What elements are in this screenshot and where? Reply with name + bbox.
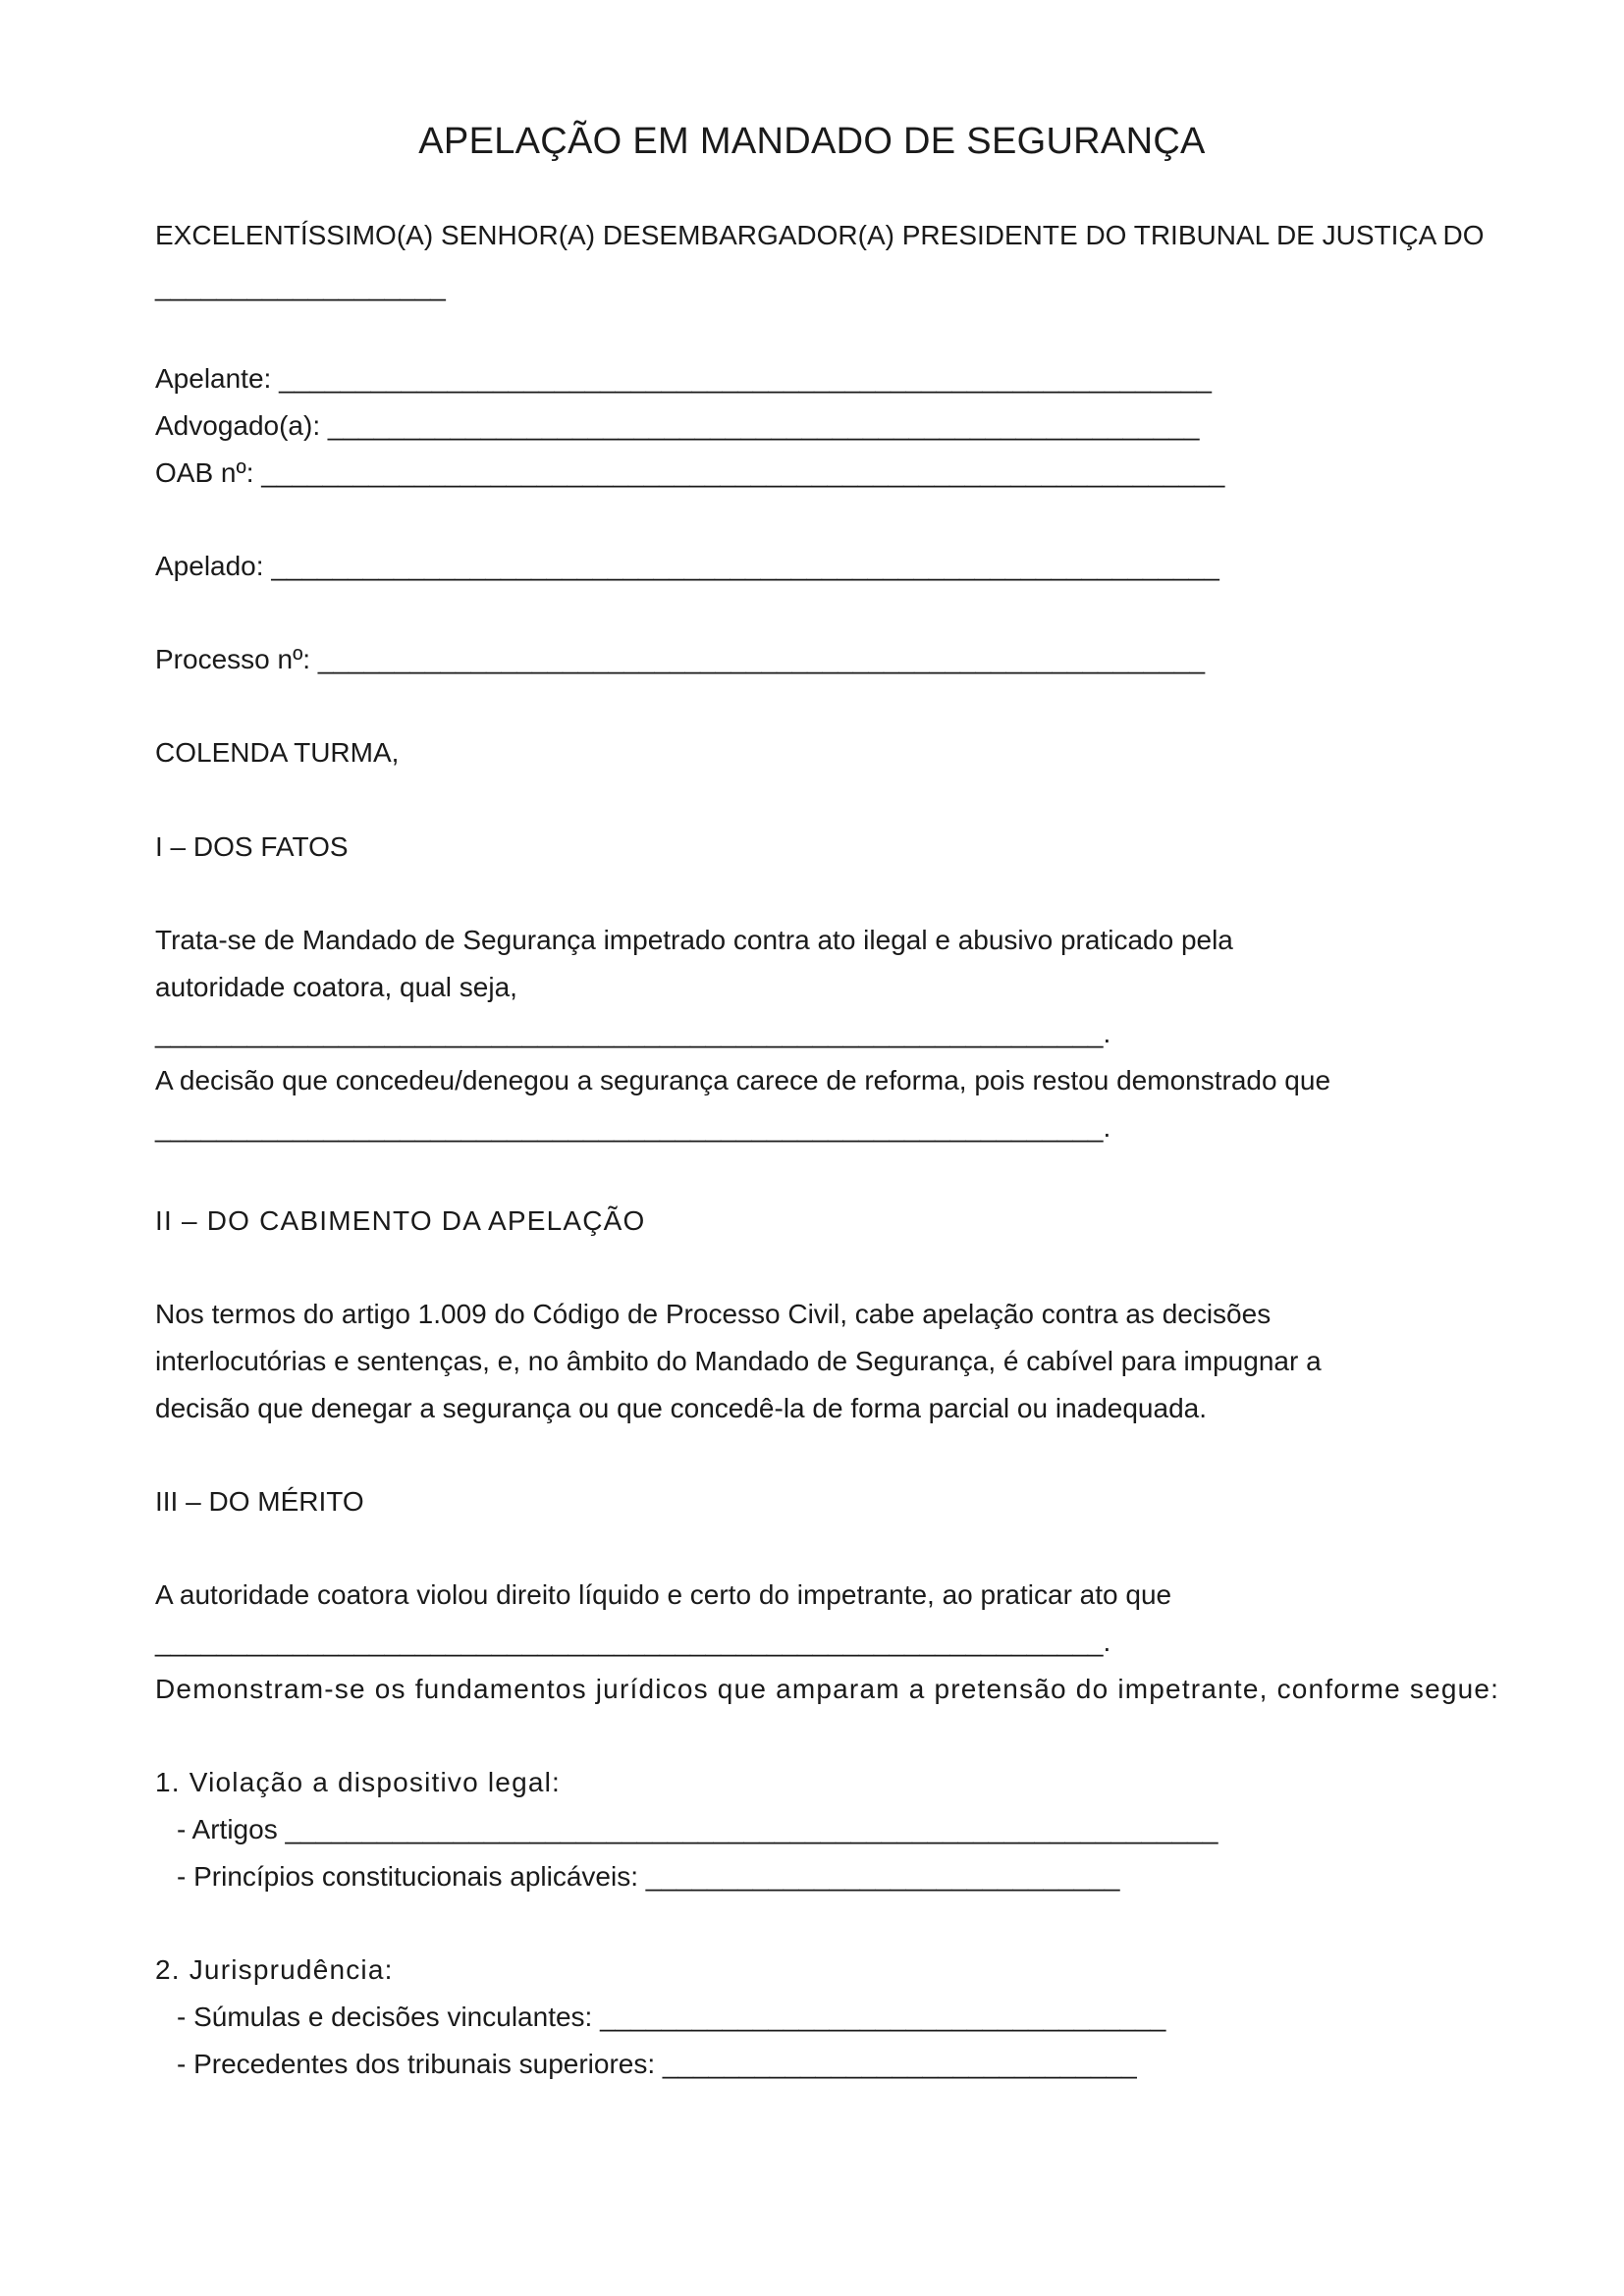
item-1-sub-principios: - Princípios constitucionais aplicáveis: _______________________________ — [177, 1861, 1120, 1892]
section-1-paragraph-line: autoridade coatora, qual seja, — [155, 972, 517, 1002]
item-1-sub-artigos: - Artigos _____________________________________________________________ — [177, 1814, 1218, 1844]
section-2-heading: II – DO CABIMENTO DA APELAÇÃO — [155, 1205, 646, 1236]
oab-field: OAB nº: _______________________________________________________________ — [155, 457, 1225, 488]
section-2-paragraph-line: interlocutórias e sentenças, e, no âmbito do Mandado de Segurança, é cabível para impugnar a — [155, 1346, 1322, 1376]
addressee-blank: ___________________ — [155, 271, 446, 301]
section-1-blank-line: ______________________________________________________________. — [155, 1112, 1111, 1143]
section-2-paragraph-line: decisão que denegar a segurança ou que concedê-la de forma parcial ou inadequada. — [155, 1393, 1207, 1423]
section-1-heading: I – DOS FATOS — [155, 831, 349, 862]
section-3-blank-line: ______________________________________________________________. — [155, 1627, 1111, 1657]
processo-field: Processo nº: __________________________________________________________ — [155, 644, 1206, 674]
addressee-line: EXCELENTÍSSIMO(A) SENHOR(A) DESEMBARGADOR(A) PRESIDENTE DO TRIBUNAL DE JUSTIÇA DO — [155, 220, 1485, 250]
section-3-paragraph-line: A autoridade coatora violou direito líquido e certo do impetrante, ao praticar ato que — [155, 1579, 1172, 1610]
apelante-field: Apelante: _____________________________________________________________ — [155, 363, 1213, 394]
section-1-blank-line: ______________________________________________________________. — [155, 1018, 1111, 1048]
document-title: APELAÇÃO EM MANDADO DE SEGURANÇA — [418, 121, 1206, 162]
apelado-field: Apelado: ______________________________________________________________ — [155, 551, 1219, 581]
section-1-paragraph-line: A decisão que concedeu/denegou a segurança carece de reforma, pois restou demonstrado que — [155, 1065, 1331, 1095]
advogado-field: Advogado(a): _________________________________________________________ — [155, 410, 1200, 441]
section-3-heading: III – DO MÉRITO — [155, 1486, 364, 1517]
section-3-paragraph-line: Demonstram-se os fundamentos jurídicos que amparam a pretensão do impetrante, conforme segue: — [155, 1674, 1500, 1704]
section-1-paragraph-line: Trata-se de Mandado de Segurança impetrado contra ato ilegal e abusivo praticado pela — [155, 925, 1233, 955]
item-2-sub-sumulas: - Súmulas e decisões vinculantes: _____________________________________ — [177, 2002, 1166, 2032]
item-2-sub-precedentes: - Precedentes dos tribunais superiores: _______________________________ — [177, 2049, 1137, 2079]
item-1-label: 1. Violação a dispositivo legal: — [155, 1767, 562, 1797]
section-2-paragraph-line: Nos termos do artigo 1.009 do Código de Processo Civil, cabe apelação contra as decisões — [155, 1299, 1272, 1329]
item-2-label: 2. Jurisprudência: — [155, 1954, 394, 1985]
salutation: COLENDA TURMA, — [155, 737, 400, 768]
